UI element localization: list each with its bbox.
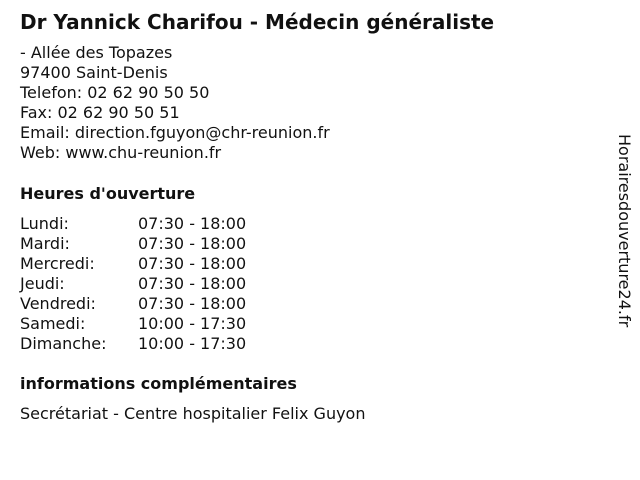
time-range: 10:00 - 17:30	[138, 334, 247, 353]
day-label: Mercredi:	[20, 254, 95, 273]
day-label: Dimanche:	[20, 334, 107, 353]
hours-heading: Heures d'ouverture	[20, 184, 196, 203]
page-title: Dr Yannick Charifou - Médecin généraliste	[20, 10, 495, 34]
time-range: 10:00 - 17:30	[138, 314, 247, 333]
phone-line: Telefon: 02 62 90 50 50	[20, 83, 210, 102]
time-range: 07:30 - 18:00	[138, 254, 247, 273]
day-label: Mardi:	[20, 234, 70, 253]
contact-block	[20, 43, 330, 163]
email-line: Email: direction.fguyon@chr-reunion.fr	[20, 123, 330, 142]
hours-row	[20, 314, 246, 334]
city-line: 97400 Saint-Denis	[20, 63, 168, 82]
day-label: Lundi:	[20, 214, 69, 233]
site-watermark: Horairesdouverture24.fr	[615, 134, 634, 328]
hours-row	[20, 254, 246, 274]
street-address: - Allée des Topazes	[20, 43, 173, 62]
time-range: 07:30 - 18:00	[138, 294, 247, 313]
hours-row	[20, 294, 246, 314]
hours-row	[20, 234, 246, 254]
time-range: 07:30 - 18:00	[138, 234, 247, 253]
day-label: Jeudi:	[20, 274, 65, 293]
day-label: Samedi:	[20, 314, 86, 333]
time-range: 07:30 - 18:00	[138, 214, 247, 233]
hours-row	[20, 334, 246, 354]
time-range: 07:30 - 18:00	[138, 274, 247, 293]
hours-row	[20, 274, 246, 294]
opening-hours-table	[20, 214, 246, 354]
hours-row	[20, 214, 246, 234]
fax-line: Fax: 02 62 90 50 51	[20, 103, 180, 122]
info-heading: informations complémentaires	[20, 374, 297, 393]
web-line: Web: www.chu-reunion.fr	[20, 143, 222, 162]
day-label: Vendredi:	[20, 294, 96, 313]
info-text: Secrétariat - Centre hospitalier Felix Guyon	[20, 404, 366, 423]
